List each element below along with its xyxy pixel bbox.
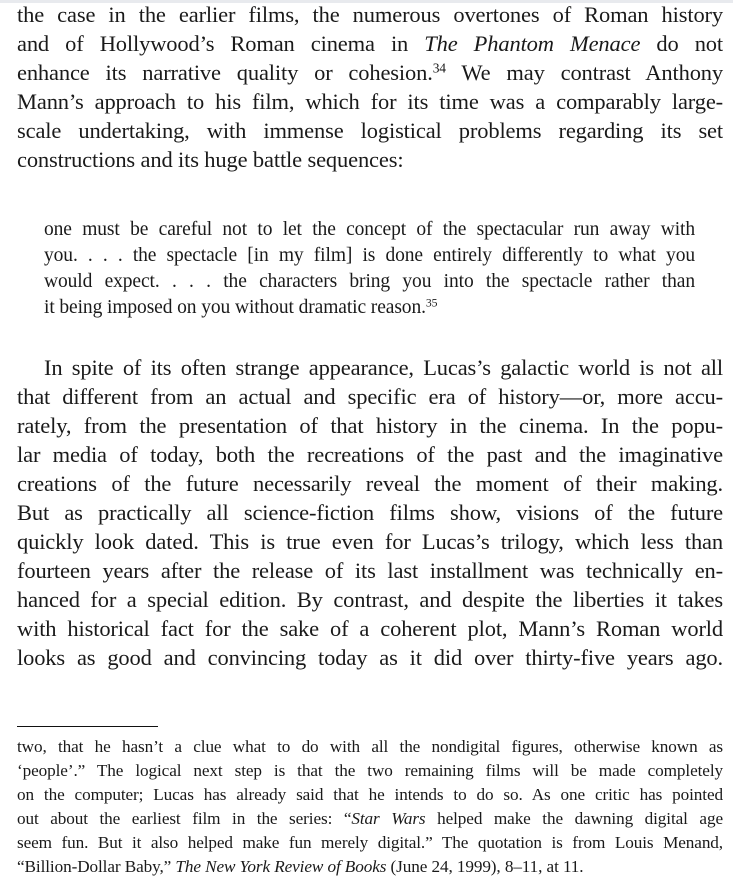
text-line <box>17 60 723 86</box>
text-line: constructions and its huge battle sequences: <box>17 147 404 172</box>
footnote-line <box>17 809 723 829</box>
footnote-line: seem fun. But it also helped make fun merely digital.” The quotation is from Louis Menand, <box>17 833 723 852</box>
text-line: that different from an actual and specific era of history—or, more accu- <box>17 384 723 409</box>
text-span: do not <box>640 31 724 56</box>
film-title-italic: The Phantom Menace <box>424 31 641 56</box>
text-span: “Billion-Dollar Baby,” <box>17 857 176 876</box>
text-span: and of Hollywood’s Roman cinema in <box>17 31 425 56</box>
text-line: lar media of today, both the recreations of the past and the imaginative <box>17 442 723 467</box>
footnote-line: two, that he hasn’t a clue what to do with all the nondigital figures, otherwise known as <box>17 737 723 756</box>
footnote-line <box>17 857 584 877</box>
quote-line <box>44 297 437 319</box>
footnote-line: ‘people’.” The logical next step is that the two remaining films will be made completely <box>17 761 723 780</box>
text-span: enhance its narrative quality or cohesion. <box>17 60 433 85</box>
text-line: with historical fact for the sake of a coherent plot, Mann’s Roman world <box>17 616 723 641</box>
text-span: We may contrast Anthony <box>445 60 723 85</box>
text-span: helped make the dawning digital age <box>425 809 723 828</box>
quote-line: you. . . . the spectacle [in my film] is done entirely differently to what you <box>44 245 695 266</box>
text-span: out about the earliest film in the series: “ <box>17 809 352 828</box>
text-span: (June 24, 1999), 8–11, at 11. <box>386 857 584 876</box>
text-line: looks as good and convincing today as it did over thirty-five years ago. <box>17 645 723 670</box>
film-title-italic: Star Wars <box>351 809 426 828</box>
text-line: Mann’s approach to his film, which for its time was a comparably large- <box>17 89 723 114</box>
footnote-ref-35[interactable]: 35 <box>425 296 438 310</box>
text-line: scale undertaking, with immense logistical problems regarding its set <box>17 118 723 143</box>
text-line: But as practically all science-fiction films show, visions of the future <box>17 500 723 525</box>
text-line <box>17 31 723 57</box>
text-line: In spite of its often strange appearance, Lucas’s galactic world is not all <box>44 355 723 380</box>
text-line: quickly look dated. This is true even for Lucas’s trilogy, which less than <box>17 529 723 554</box>
text-line: fourteen years after the release of its last installment was technically en- <box>17 558 723 583</box>
text-line: the case in the earlier films, the numerous overtones of Roman history <box>17 2 723 27</box>
text-line: rately, from the presentation of that history in the cinema. In the popu- <box>17 413 723 438</box>
footnote-line: on the computer; Lucas has already said that he intends to do so. As one critic has pointed <box>17 785 723 804</box>
footnote-separator-rule <box>17 726 158 727</box>
quote-line: would expect. . . . the characters bring you into the spectacle rather than <box>44 271 695 292</box>
text-span: it being imposed on you without dramatic reason. <box>44 297 426 318</box>
text-line: creations of the future necessarily reveal the moment of their making. <box>17 471 723 496</box>
quote-line: one must be careful not to let the concept of the spectacular run away with <box>44 219 695 240</box>
footnote-ref-34[interactable]: 34 <box>432 60 446 76</box>
publication-title-italic: The New York Review of Books <box>175 857 387 876</box>
text-line: hanced for a special edition. By contrast, and despite the liberties it takes <box>17 587 723 612</box>
